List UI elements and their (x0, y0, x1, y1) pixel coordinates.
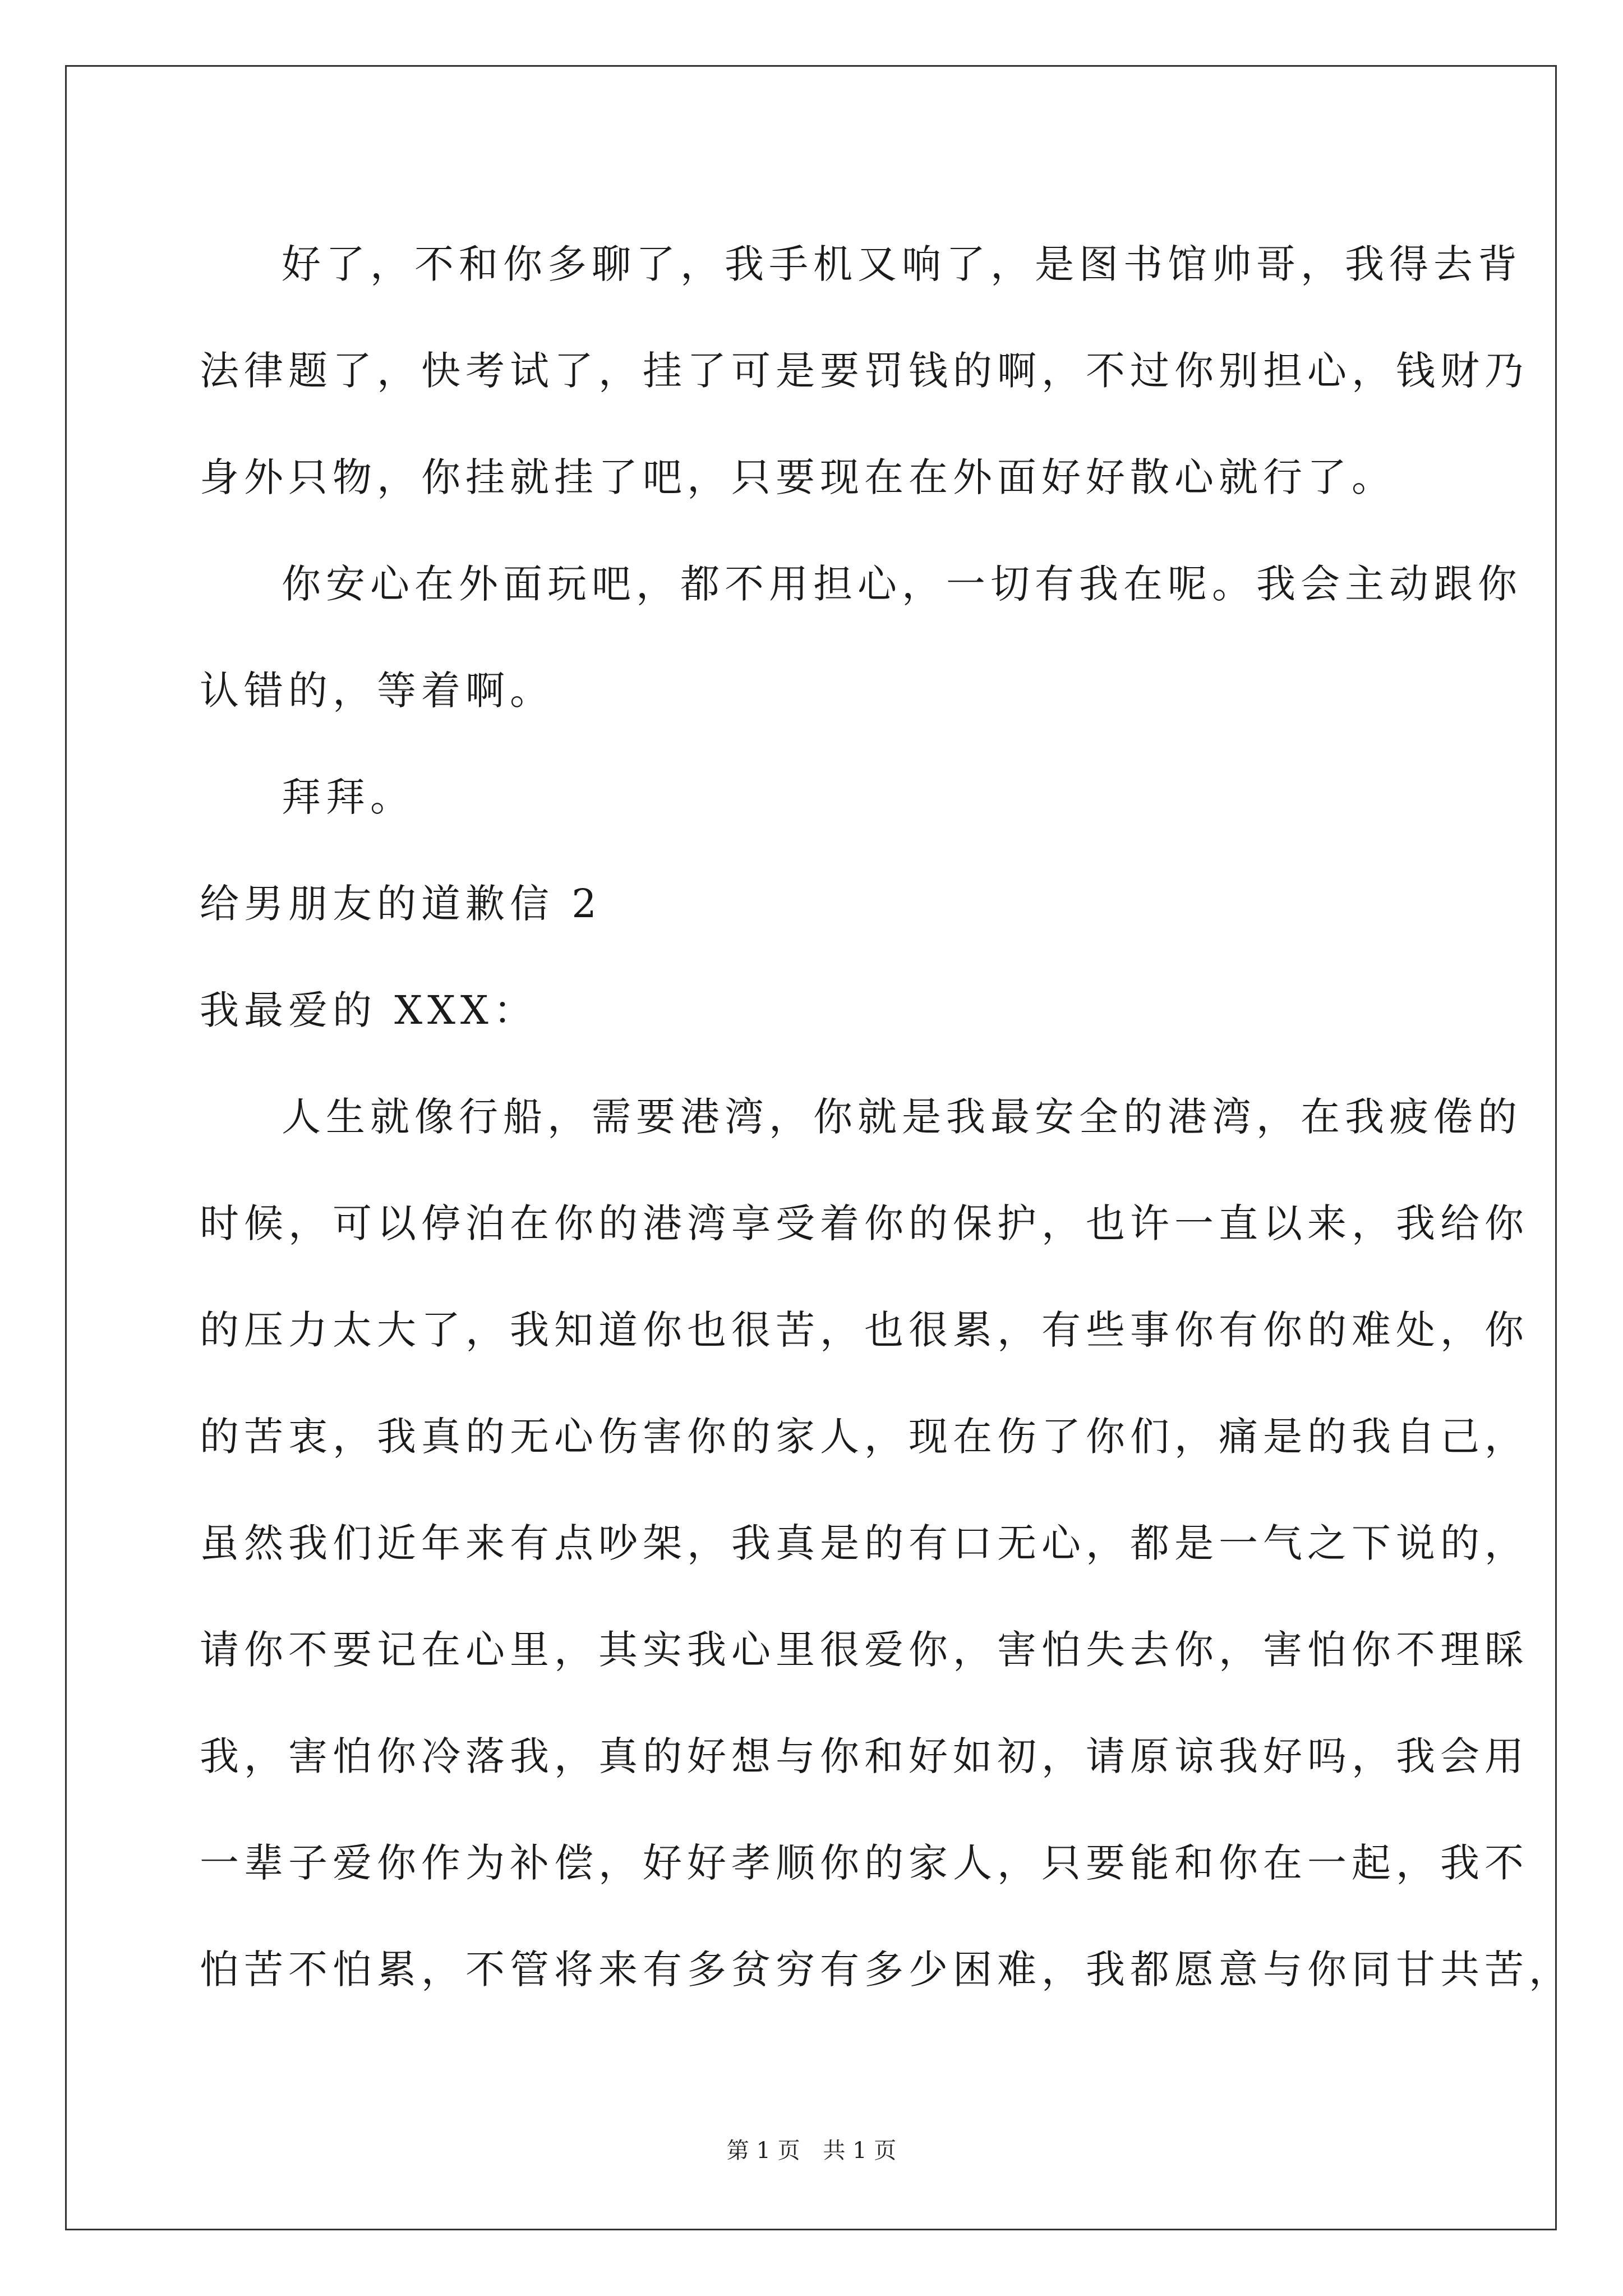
text-line: 一辈子爱你作为补偿，好好孝顺你的家人，只要能和你在一起，我不 (200, 1839, 1529, 1886)
text-line: 拜拜。 (282, 774, 414, 820)
text-line: 你安心在外面玩吧，都不用担心，一切有我在呢。我会主动跟你 (282, 560, 1522, 607)
text-line: 认错的，等着啊。 (200, 667, 554, 714)
page-footer (0, 2133, 1623, 2165)
text-line: 法律题了，快考试了，挂了可是要罚钱的啊，不过你别担心，钱财乃 (200, 347, 1529, 394)
text-line: 我，害怕你冷落我，真的好想与你和好如初，请原谅我好吗，我会用 (200, 1733, 1529, 1779)
text-line: 时候，可以停泊在你的港湾享受着你的保护，也许一直以来，我给你 (200, 1200, 1529, 1246)
text-line: 怕苦不怕累，不管将来有多贫穷有多少困难，我都愿意与你同甘共苦， (200, 1946, 1573, 1993)
text-line: 虽然我们近年来有点吵架，我真是的有口无心，都是一气之下说的， (200, 1520, 1529, 1566)
text-line: 人生就像行船，需要港湾，你就是我最安全的港湾，在我疲倦的 (282, 1093, 1522, 1140)
text-line: 的苦衷，我真的无心伤害你的家人，现在伤了你们，痛是的我自己， (200, 1413, 1529, 1460)
section-heading: 给男朋友的道歉信 2 (200, 880, 602, 927)
text-line: 身外只物，你挂就挂了吧，只要现在在外面好好散心就行了。 (200, 454, 1396, 500)
salutation: 我最爱的 XXX： (200, 987, 538, 1033)
page-number-total: 共 1 页 (823, 2138, 897, 2164)
page-number-current: 第 1 页 (726, 2138, 800, 2164)
text-line: 请你不要记在心里，其实我心里很爱你，害怕失去你，害怕你不理睬 (200, 1626, 1529, 1673)
document-body (200, 208, 1573, 2019)
text-line: 好了，不和你多聊了，我手机又响了，是图书馆帅哥，我得去背 (282, 241, 1522, 287)
text-line: 的压力太大了，我知道你也很苦，也很累，有些事你有你的难处，你 (200, 1306, 1529, 1353)
